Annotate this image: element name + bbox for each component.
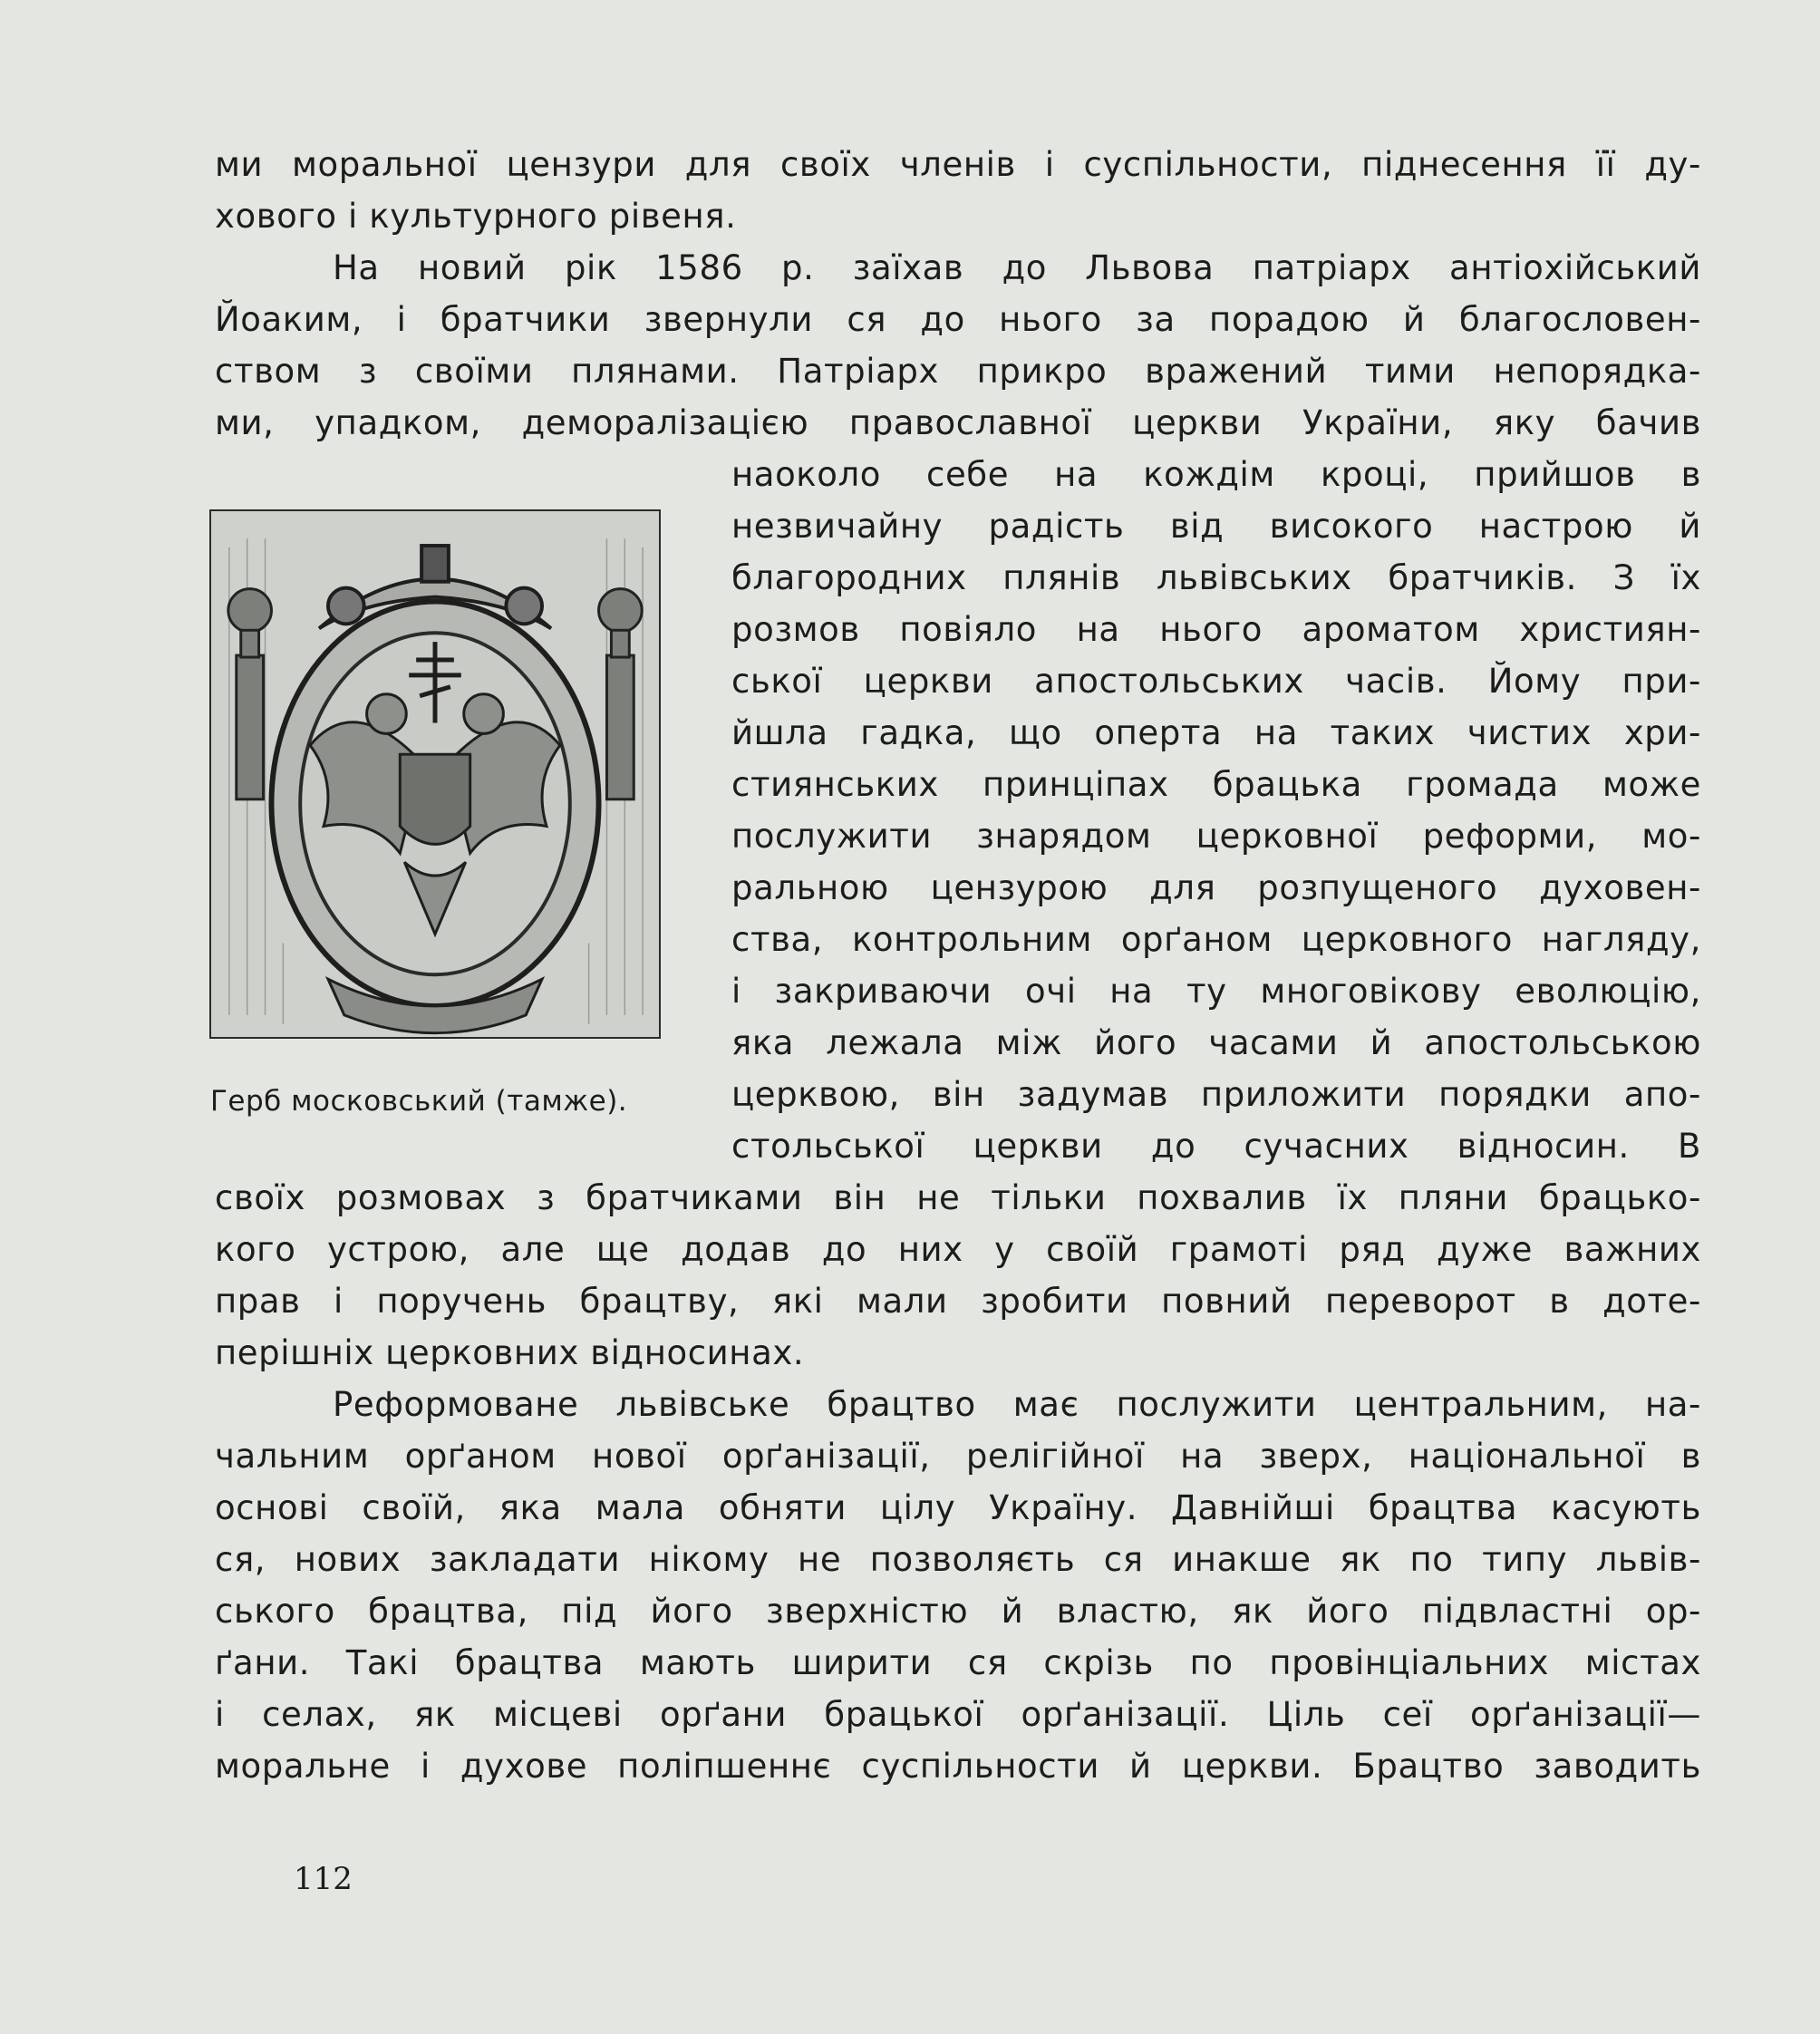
text-line: основі своїй, яка мала обняти цілу Україну. Давнійші брацтва касують [215, 1488, 1701, 1527]
text-line: і закриваючи очі на ту многовікову еволюцію, [731, 972, 1701, 1011]
text-line: незвичайну радість від високого настрою й [731, 507, 1701, 546]
text-line: кого устрою, але ще додав до них у своїй грамоті ряд дуже важних [215, 1230, 1701, 1269]
text-line: розмов повіяло на нього ароматом християн- [731, 610, 1701, 649]
figure-caption: Герб московський (тамже). [210, 1085, 628, 1118]
text-line: ми моральної цензури для своїх членів і суспільности, піднесення її ду- [215, 145, 1701, 184]
text-line: Йоаким, і братчики звернули ся до нього за порадою й благословен- [215, 300, 1701, 339]
text-line: ством з своїми плянами. Патріарх прикро вражений тими непорядка- [215, 352, 1701, 391]
text-line: моральне і духове поліпшеннє суспільности й церкви. Брацтво заводить [215, 1747, 1701, 1786]
text-line: наоколо себе на кождім кроці, прийшов в [731, 455, 1701, 494]
text-line: чальним орґаном нової орґанізації, релігійної на зверх, національної в [215, 1437, 1701, 1476]
text-line: церквою, він задумав приложити порядки апо- [731, 1075, 1701, 1114]
text-line: перішніх церковних відносинах. [215, 1333, 805, 1372]
text-line: Реформоване львівське брацтво має послужити центральним, на- [333, 1385, 1701, 1424]
coat-of-arms-figure [209, 509, 661, 1039]
text-line: стольської церкви до сучасних відносин. В [731, 1127, 1701, 1166]
text-line: йшла гадка, що оперта на таких чистих хри- [731, 713, 1701, 752]
text-line: ми, упадком, деморалізацією православної церкви України, яку бачив [215, 403, 1701, 442]
text-line: ґани. Такі брацтва мають ширити ся скрізь по провінціальних містах [215, 1643, 1701, 1682]
text-line: і селах, як місцеві орґани брацької орґанізації. Ціль сеї орґанізації— [215, 1695, 1701, 1734]
text-line: яка лежала між його часами й апостольською [731, 1023, 1701, 1062]
text-line: послужити знарядом церковної реформи, мо- [731, 817, 1701, 856]
text-line: ства, контрольним орґаном церковного нагляду, [731, 920, 1701, 959]
page-number: 112 [294, 1861, 353, 1897]
text-line: ської церкви апостольських часів. Йому при- [731, 662, 1701, 701]
text-line: стиянських принціпах брацька громада може [731, 765, 1701, 804]
text-line: ральною цензурою для розпущеного духовен- [731, 868, 1701, 907]
text-line: своїх розмовах з братчиками він не тільки похвалив їх пляни брацько- [215, 1178, 1701, 1217]
text-line: прав і поручень брацтву, які мали зробити повний переворот в доте- [215, 1282, 1701, 1321]
text-line: ського брацтва, під його зверхністю й властю, як його підвластні ор- [215, 1592, 1701, 1631]
text-line: ся, нових закладати нікому не позволяєть ся инакше як по типу львів- [215, 1540, 1701, 1579]
text-line: На новий рік 1586 р. заїхав до Львова патріарх антіохійський [333, 248, 1701, 287]
double-headed-eagle-icon [211, 511, 659, 1037]
text-line: благородних плянів львівських братчиків. З їх [731, 558, 1701, 597]
text-line: хового і культурного рівеня. [215, 197, 737, 236]
